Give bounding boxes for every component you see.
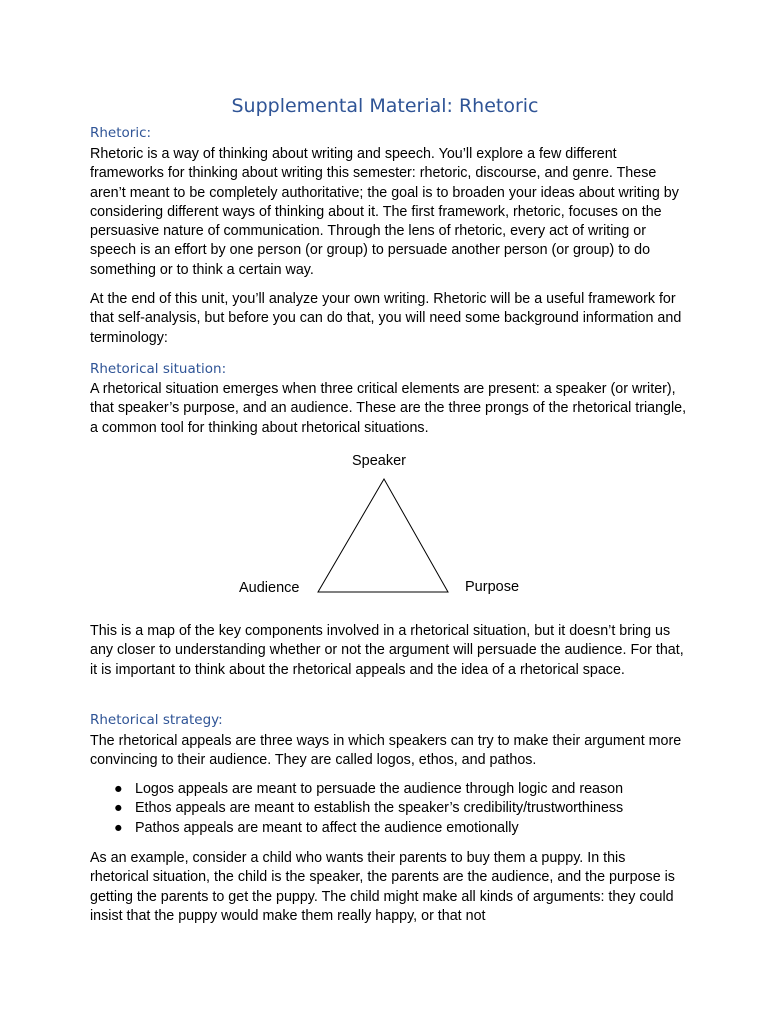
- audience-label: Audience: [239, 580, 300, 596]
- purpose-label: Purpose: [465, 579, 520, 595]
- rhetorical-triangle-diagram: [238, 448, 538, 608]
- triangle-shape: [318, 479, 448, 592]
- list-item: ● Logos appeals are meant to persuade the audience through logic and reason: [90, 780, 688, 799]
- list-item: ● Pathos appeals are meant to affect the audience emotionally: [90, 819, 688, 838]
- bullet-icon: ●: [114, 819, 123, 836]
- heading-rhetorical-strategy: Rhetorical strategy:: [90, 712, 223, 728]
- paragraph-rhetoric-analysis: At the end of this unit, you’ll analyze your own writing. Rhetoric will be a useful framework for that self-analysis, but before you can do that, you will need some background information and terminology:: [90, 291, 682, 346]
- bullet-icon: ●: [114, 781, 123, 797]
- paragraph-situation-map: This is a map of the key components involved in a rhetorical situation, but it doesn’t bring us any closer to understanding whether or not the argument will persuade the audience. For that, it is important to think about the rhetorical appeals and the idea of a rhetorical space.: [90, 623, 684, 678]
- appeals-list: [90, 780, 688, 838]
- bullet-icon: ●: [114, 800, 123, 817]
- paragraph-puppy-example: As an example, consider a child who wants their parents to buy them a puppy. In this rhetorical situation, the child is the speaker, the parents are the audience, and the purpose is getting the parents to get the puppy. The child might make all kinds of arguments: they could insist that the puppy would make them really happy, or that not: [90, 850, 675, 924]
- list-item: ● Ethos appeals are meant to establish the speaker’s credibility/trustworthiness: [90, 799, 688, 818]
- paragraph-situation-intro: A rhetorical situation emerges when three critical elements are present: a speaker (or writer), that speaker’s purpose, and an audience. These are the three prongs of the rhetorical triangle, a common tool for thinking about rhetorical situations.: [90, 381, 687, 436]
- paragraph-rhetoric-intro: Rhetoric is a way of thinking about writing and speech. You’ll explore a few different frameworks for thinking about writing this semester: rhetoric, discourse, and genre. These aren’t meant to be completely authoritative; the goal is to broaden your ideas about writing by considering different ways of thinking about it. The first framework, rhetoric, focuses on the persuasive nature of communication. Through the lens of rhetoric, every act of writing or speech is an effort by one person (or group) to persuade another person (or group) to do something or to think a certain way.: [90, 146, 679, 278]
- page-title: Supplemental Material: Rhetoric: [231, 95, 539, 117]
- speaker-label: Speaker: [352, 453, 407, 469]
- heading-rhetorical-situation: Rhetorical situation:: [90, 361, 227, 377]
- paragraph-strategy-intro: The rhetorical appeals are three ways in which speakers can try to make their argument more convincing to their audience. They are called logos, ethos, and pathos.: [90, 733, 682, 769]
- heading-rhetoric: Rhetoric:: [90, 125, 152, 141]
